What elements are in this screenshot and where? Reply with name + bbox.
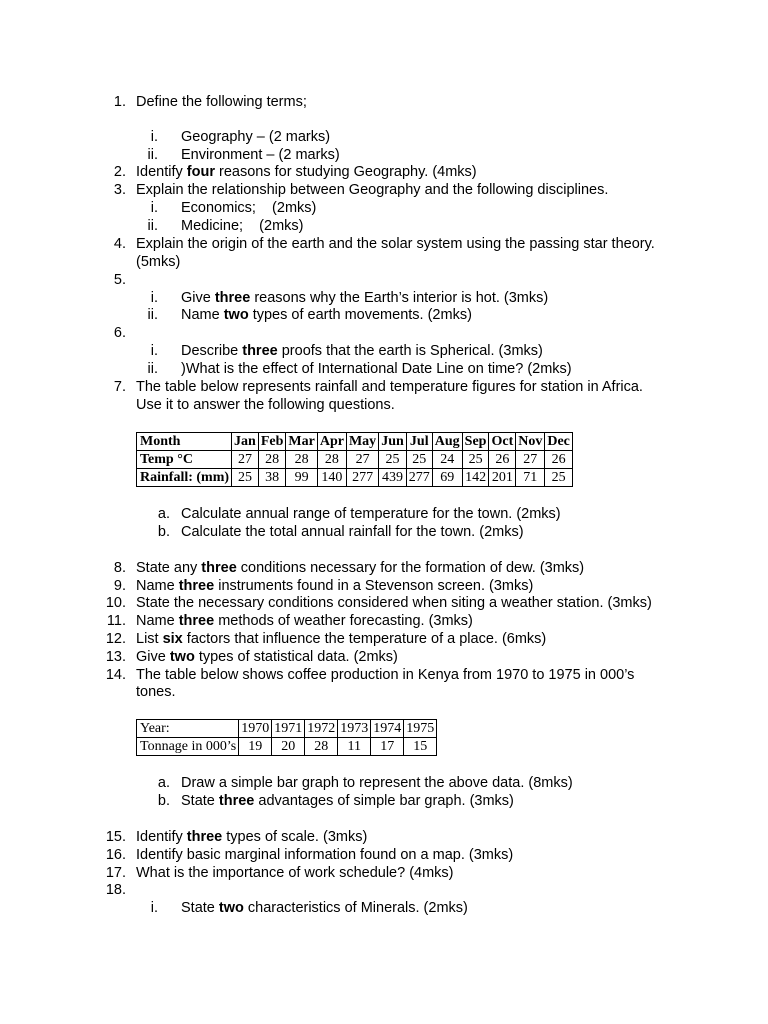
question-text: Identify three types of scale. (3mks) bbox=[136, 829, 368, 845]
subitem-text: Draw a simple bar graph to represent the above data. (8mks) bbox=[181, 775, 573, 791]
question-text: Name three methods of weather forecasting. (3mks) bbox=[136, 613, 473, 629]
table-cell: Tonnage in 000’s bbox=[137, 738, 239, 756]
table-row-temp bbox=[137, 451, 573, 469]
subitem-text: Give three reasons why the Earth’s interior is hot. (3mks) bbox=[181, 290, 549, 306]
subitem-text: State two characteristics of Minerals. (2mks) bbox=[181, 900, 468, 916]
table-cell: 99 bbox=[286, 469, 317, 487]
table-cell: 71 bbox=[516, 469, 545, 487]
question-number: 13. bbox=[105, 649, 126, 665]
table-cell: Jul bbox=[406, 433, 432, 451]
subitem-number: ii. bbox=[147, 218, 158, 234]
question-text: Use it to answer the following questions. bbox=[136, 397, 395, 413]
question-text: Identify basic marginal information found on a map. (3mks) bbox=[136, 847, 514, 863]
table-cell: 1973 bbox=[338, 720, 371, 738]
table-cell: Month bbox=[137, 433, 232, 451]
subitem-number: ii. bbox=[147, 147, 158, 163]
table-cell: Aug bbox=[432, 433, 462, 451]
question-text: What is the importance of work schedule? (4mks) bbox=[136, 865, 454, 881]
question-text: State the necessary conditions considered when siting a weather station. (3mks) bbox=[136, 595, 652, 611]
subitem-number: i. bbox=[150, 129, 158, 145]
table-cell: Sep bbox=[462, 433, 489, 451]
table-cell: Oct bbox=[489, 433, 516, 451]
table-cell: 26 bbox=[545, 451, 573, 469]
table-cell: 277 bbox=[346, 469, 378, 487]
question-text: Explain the relationship between Geography and the following disciplines. bbox=[136, 182, 609, 198]
table-cell: Apr bbox=[317, 433, 346, 451]
table-row-rainfall bbox=[137, 469, 573, 487]
table-cell: 25 bbox=[232, 469, 259, 487]
table-cell: 1975 bbox=[404, 720, 437, 738]
subitem-number: b. bbox=[157, 793, 170, 809]
table-cell: 1972 bbox=[305, 720, 338, 738]
subitem-number: ii. bbox=[147, 361, 158, 377]
table-cell: May bbox=[346, 433, 378, 451]
table-cell: 25 bbox=[406, 451, 432, 469]
question-number: 17. bbox=[105, 865, 126, 881]
table-cell: 277 bbox=[406, 469, 432, 487]
table-cell: 201 bbox=[489, 469, 516, 487]
table-cell: 1971 bbox=[272, 720, 305, 738]
table-cell: Mar bbox=[286, 433, 317, 451]
subitem-text: Calculate the total annual rainfall for the town. (2mks) bbox=[181, 524, 524, 540]
subitem-number: a. bbox=[157, 506, 170, 522]
question-number: 4. bbox=[113, 236, 126, 252]
subitem-text: Name two types of earth movements. (2mks) bbox=[181, 307, 472, 323]
question-number: 16. bbox=[105, 847, 126, 863]
question-number: 7. bbox=[113, 379, 126, 395]
table-cell: 439 bbox=[379, 469, 407, 487]
question-text: State any three conditions necessary for the formation of dew. (3mks) bbox=[136, 560, 585, 576]
subitem-number: i. bbox=[150, 343, 158, 359]
table-cell: 11 bbox=[338, 738, 371, 756]
table-row-month bbox=[137, 433, 573, 451]
question-7-cont bbox=[136, 396, 395, 414]
subitem-number: a. bbox=[157, 775, 170, 791]
question-number: 12. bbox=[105, 631, 126, 647]
table-cell: 25 bbox=[462, 451, 489, 469]
subitem-text: Calculate annual range of temperature for the town. (2mks) bbox=[181, 506, 561, 522]
question-number: 5. bbox=[113, 272, 126, 288]
question-text: tones. bbox=[136, 684, 176, 700]
question-number: 11. bbox=[106, 613, 126, 629]
question-text: Define the following terms; bbox=[136, 94, 307, 110]
table-cell: 1970 bbox=[239, 720, 272, 738]
table-cell: Temp °C bbox=[137, 451, 232, 469]
question-number: 6. bbox=[113, 325, 126, 341]
table-cell: Jun bbox=[379, 433, 407, 451]
table-cell: 28 bbox=[305, 738, 338, 756]
table-cell: Year: bbox=[137, 720, 239, 738]
subitem-text: Economics; (2mks) bbox=[181, 200, 317, 216]
table-cell: 1974 bbox=[371, 720, 404, 738]
table-cell: Jan bbox=[232, 433, 259, 451]
subitem-text: State three advantages of simple bar graph. (3mks) bbox=[181, 793, 514, 809]
question-text: List six factors that influence the temperature of a place. (6mks) bbox=[136, 631, 547, 647]
question-number: 10. bbox=[105, 595, 126, 611]
table-cell: 27 bbox=[232, 451, 259, 469]
table-row-tonnage bbox=[137, 738, 437, 756]
table-cell: 28 bbox=[317, 451, 346, 469]
question-number: 2. bbox=[113, 164, 126, 180]
subitem-number: i. bbox=[150, 200, 158, 216]
question-text: The table below shows coffee production in Kenya from 1970 to 1975 in 000’s bbox=[136, 667, 635, 683]
question-14-cont bbox=[136, 683, 176, 701]
subitem-text: Medicine; (2mks) bbox=[181, 218, 304, 234]
table-cell: 69 bbox=[432, 469, 462, 487]
table-cell: 24 bbox=[432, 451, 462, 469]
subitem-text: Describe three proofs that the earth is Spherical. (3mks) bbox=[181, 343, 543, 359]
question-text: Identify four reasons for studying Geography. (4mks) bbox=[136, 164, 477, 180]
table-cell: 17 bbox=[371, 738, 404, 756]
question-number: 14. bbox=[105, 667, 126, 683]
table-cell: 20 bbox=[272, 738, 305, 756]
question-text: (5mks) bbox=[136, 254, 181, 270]
subitem-number: i. bbox=[150, 900, 158, 916]
question-text: Name three instruments found in a Stevenson screen. (3mks) bbox=[136, 578, 534, 594]
table-cell: 25 bbox=[379, 451, 407, 469]
table-cell: 19 bbox=[239, 738, 272, 756]
question-number: 1. bbox=[113, 94, 126, 110]
climate-table bbox=[136, 432, 573, 487]
table-cell: 25 bbox=[545, 469, 573, 487]
table-cell: 26 bbox=[489, 451, 516, 469]
question-4-cont bbox=[136, 253, 180, 271]
subitem-text: Geography – (2 marks) bbox=[181, 129, 331, 145]
question-number: 8. bbox=[113, 560, 126, 576]
question-text: Give two types of statistical data. (2mks) bbox=[136, 649, 398, 665]
table-cell: 142 bbox=[462, 469, 489, 487]
question-text: Explain the origin of the earth and the solar system using the passing star theory. bbox=[136, 236, 655, 252]
subitem-text: Environment – (2 marks) bbox=[181, 147, 340, 163]
question-number: 9. bbox=[113, 578, 126, 594]
coffee-table bbox=[136, 719, 437, 756]
question-number: 15. bbox=[105, 829, 126, 845]
table-cell: 28 bbox=[286, 451, 317, 469]
table-cell: Dec bbox=[545, 433, 573, 451]
table-cell: 38 bbox=[258, 469, 286, 487]
table-cell: 140 bbox=[317, 469, 346, 487]
subitem-text: )What is the effect of International Date Line on time? (2mks) bbox=[181, 361, 572, 377]
table-cell: 27 bbox=[346, 451, 378, 469]
question-number: 18. bbox=[105, 882, 126, 898]
subitem-number: i. bbox=[150, 290, 158, 306]
subitem-number: b. bbox=[157, 524, 170, 540]
table-cell: 27 bbox=[516, 451, 545, 469]
table-row-year bbox=[137, 720, 437, 738]
table-cell: 28 bbox=[258, 451, 286, 469]
question-text: The table below represents rainfall and temperature figures for station in Africa. bbox=[136, 379, 643, 395]
table-cell: Feb bbox=[258, 433, 286, 451]
subitem-number: ii. bbox=[147, 307, 158, 323]
table-cell: 15 bbox=[404, 738, 437, 756]
question-number: 3. bbox=[113, 182, 126, 198]
table-cell: Nov bbox=[516, 433, 545, 451]
table-cell: Rainfall: (mm) bbox=[137, 469, 232, 487]
